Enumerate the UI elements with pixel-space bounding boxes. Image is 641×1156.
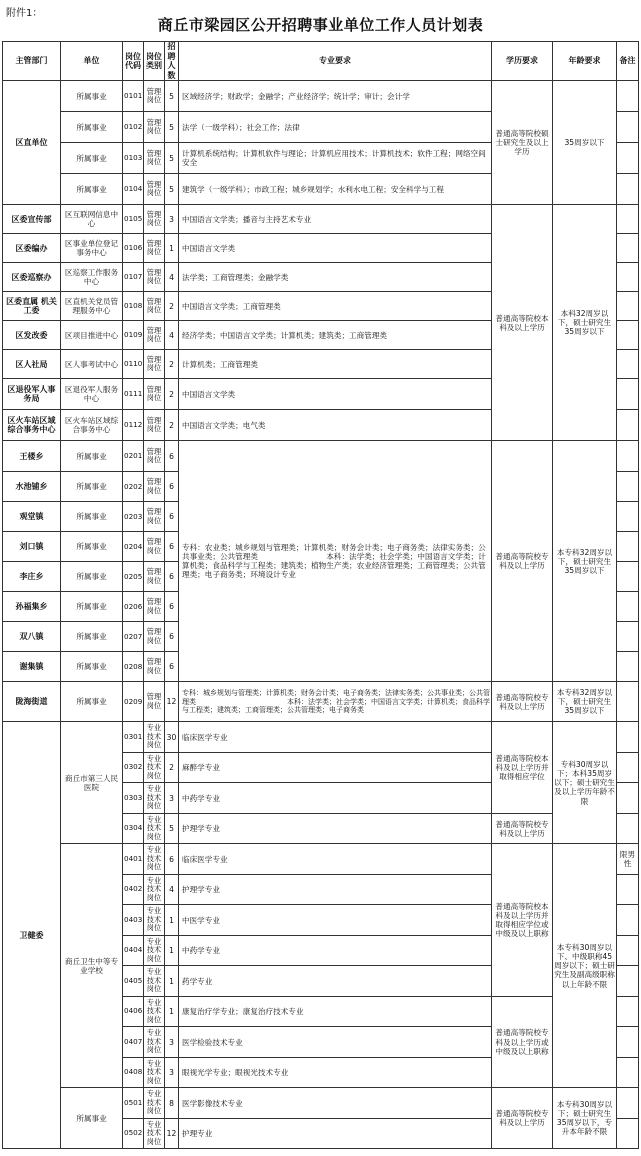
category-cell: 管理岗位 bbox=[144, 112, 165, 143]
annex-label: 附件1： bbox=[6, 8, 43, 19]
header-dept: 主管部门 bbox=[3, 42, 61, 81]
dept-cell: 区直单位 bbox=[3, 81, 61, 205]
major-cell: 中国语言文学类 bbox=[179, 379, 492, 410]
count-cell: 6 bbox=[165, 502, 179, 532]
remark-cell bbox=[617, 1057, 639, 1088]
education-cell: 普通高等院校本科及以上学历并取得相应学位 bbox=[492, 722, 553, 814]
count-cell: 1 bbox=[165, 905, 179, 936]
code-cell: 0207 bbox=[123, 622, 144, 652]
unit-cell: 所属事业 bbox=[61, 112, 123, 143]
count-cell: 3 bbox=[165, 783, 179, 814]
remark-cell bbox=[617, 379, 639, 410]
education-cell: 普通高等院校专科及以上学历 bbox=[492, 682, 553, 722]
count-cell: 2 bbox=[165, 350, 179, 379]
code-cell: 0401 bbox=[123, 844, 144, 875]
table-row bbox=[3, 81, 639, 112]
unit-cell: 所属事业 bbox=[61, 174, 123, 205]
code-cell: 0206 bbox=[123, 592, 144, 622]
remark-cell bbox=[617, 234, 639, 263]
major-cell: 护理专业 bbox=[179, 1118, 492, 1149]
remark-cell bbox=[617, 410, 639, 441]
count-cell: 1 bbox=[165, 996, 179, 1027]
code-cell: 0111 bbox=[123, 379, 144, 410]
category-cell: 专业技术岗位 bbox=[144, 905, 165, 936]
category-cell: 专业技术岗位 bbox=[144, 935, 165, 966]
count-cell: 6 bbox=[165, 622, 179, 652]
category-cell: 管理岗位 bbox=[144, 321, 165, 350]
category-cell: 管理岗位 bbox=[144, 174, 165, 205]
count-cell: 2 bbox=[165, 410, 179, 441]
unit-cell: 所属事业 bbox=[61, 682, 123, 722]
count-cell: 1 bbox=[165, 234, 179, 263]
code-cell: 0403 bbox=[123, 905, 144, 936]
category-cell: 专业技术岗位 bbox=[144, 1057, 165, 1088]
dept-cell: 区委宣传部 bbox=[3, 205, 61, 234]
recruitment-table bbox=[2, 41, 639, 1149]
remark-cell bbox=[617, 321, 639, 350]
header-remark: 备注 bbox=[617, 42, 639, 81]
major-cell: 中药学专业 bbox=[179, 935, 492, 966]
dept-cell: 孙福集乡 bbox=[3, 592, 61, 622]
remark-cell bbox=[617, 174, 639, 205]
code-cell: 0103 bbox=[123, 143, 144, 174]
major-cell: 法学类；工商管理类；金融学类 bbox=[179, 263, 492, 292]
unit-cell: 所属事业 bbox=[61, 622, 123, 652]
education-cell: 普通高等院校硕士研究生及以上学历 bbox=[492, 81, 553, 205]
major-cell: 中国语言文学类 bbox=[179, 234, 492, 263]
major-cell: 中国语言文学类；电气类 bbox=[179, 410, 492, 441]
remark-cell bbox=[617, 813, 639, 844]
code-cell: 0501 bbox=[123, 1088, 144, 1119]
age-cell: 本专科32周岁以下，硕士研究生35周岁以下 bbox=[553, 441, 617, 682]
remark-cell bbox=[617, 441, 639, 472]
remark-cell bbox=[617, 532, 639, 562]
code-cell: 0106 bbox=[123, 234, 144, 263]
remark-cell bbox=[617, 112, 639, 143]
major-cell: 经济学类；中国语言文学类；计算机类；建筑类；工商管理类 bbox=[179, 321, 492, 350]
unit-cell: 所属事业 bbox=[61, 502, 123, 532]
unit-cell: 所属事业 bbox=[61, 532, 123, 562]
header-unit: 单位 bbox=[61, 42, 123, 81]
count-cell: 6 bbox=[165, 652, 179, 682]
unit-cell: 所属事业 bbox=[61, 562, 123, 592]
major-cell: 中国语言文学类；播音与主持艺术专业 bbox=[179, 205, 492, 234]
count-cell: 12 bbox=[165, 682, 179, 722]
dept-cell: 卫健委 bbox=[3, 722, 61, 1149]
unit-cell: 所属事业 bbox=[61, 472, 123, 502]
count-cell: 3 bbox=[165, 1057, 179, 1088]
major-cell: 康复治疗学专业；康复治疗技术专业 bbox=[179, 996, 492, 1027]
code-cell: 0202 bbox=[123, 472, 144, 502]
unit-cell: 区火车站区域综合事务中心 bbox=[61, 410, 123, 441]
age-cell: 35周岁以下 bbox=[553, 81, 617, 205]
count-cell: 2 bbox=[165, 752, 179, 783]
header-count: 招聘人数 bbox=[165, 42, 179, 81]
unit-cell: 区退役军人服务中心 bbox=[61, 379, 123, 410]
unit-cell: 所属事业 bbox=[61, 81, 123, 112]
unit-cell: 区事业单位登记事务中心 bbox=[61, 234, 123, 263]
major-cell: 医学检验技术专业 bbox=[179, 1027, 492, 1058]
major-cell: 护理学专业 bbox=[179, 813, 492, 844]
code-cell: 0408 bbox=[123, 1057, 144, 1088]
count-cell: 6 bbox=[165, 472, 179, 502]
code-cell: 0102 bbox=[123, 112, 144, 143]
major-cell: 眼视光学专业；眼视光技术专业 bbox=[179, 1057, 492, 1088]
category-cell: 管理岗位 bbox=[144, 652, 165, 682]
header-age: 年龄要求 bbox=[553, 42, 617, 81]
count-cell: 12 bbox=[165, 1118, 179, 1149]
category-cell: 管理岗位 bbox=[144, 532, 165, 562]
remark-cell bbox=[617, 874, 639, 905]
code-cell: 0405 bbox=[123, 966, 144, 997]
header-education: 学历要求 bbox=[492, 42, 553, 81]
remark-cell bbox=[617, 81, 639, 112]
dept-cell: 区委巡察办 bbox=[3, 263, 61, 292]
count-cell: 30 bbox=[165, 722, 179, 753]
unit-cell: 所属事业 bbox=[61, 652, 123, 682]
remark-cell bbox=[617, 205, 639, 234]
remark-cell: 限男性 bbox=[617, 844, 639, 875]
unit-cell: 区互联网信息中心 bbox=[61, 205, 123, 234]
unit-cell: 区直机关党员管理服务中心 bbox=[61, 292, 123, 321]
count-cell: 1 bbox=[165, 935, 179, 966]
count-cell: 6 bbox=[165, 562, 179, 592]
count-cell: 6 bbox=[165, 592, 179, 622]
header-category: 岗位类别 bbox=[144, 42, 165, 81]
category-cell: 专业技术岗位 bbox=[144, 1027, 165, 1058]
dept-cell: 王楼乡 bbox=[3, 441, 61, 472]
remark-cell bbox=[617, 1118, 639, 1149]
category-cell: 专业技术岗位 bbox=[144, 1088, 165, 1119]
age-cell: 本专科32周岁以下，硕士研究生35周岁以下 bbox=[553, 682, 617, 722]
code-cell: 0208 bbox=[123, 652, 144, 682]
code-cell: 0209 bbox=[123, 682, 144, 722]
count-cell: 2 bbox=[165, 379, 179, 410]
table-row bbox=[3, 1088, 639, 1119]
remark-cell bbox=[617, 996, 639, 1027]
remark-cell bbox=[617, 935, 639, 966]
code-cell: 0301 bbox=[123, 722, 144, 753]
code-cell: 0101 bbox=[123, 81, 144, 112]
header-row bbox=[3, 42, 639, 81]
category-cell: 管理岗位 bbox=[144, 472, 165, 502]
code-cell: 0404 bbox=[123, 935, 144, 966]
major-cell: 中医学专业 bbox=[179, 905, 492, 936]
table-row bbox=[3, 682, 639, 722]
dept-cell: 水池铺乡 bbox=[3, 472, 61, 502]
code-cell: 0204 bbox=[123, 532, 144, 562]
remark-cell bbox=[617, 652, 639, 682]
code-cell: 0107 bbox=[123, 263, 144, 292]
remark-cell bbox=[617, 682, 639, 722]
count-cell: 5 bbox=[165, 81, 179, 112]
dept-cell: 陇海街道 bbox=[3, 682, 61, 722]
code-cell: 0407 bbox=[123, 1027, 144, 1058]
age-cell: 本专科30周岁以下、中级职称45周岁以下；硕士研究生及副高级职称以上年龄不限 bbox=[553, 844, 617, 1088]
count-cell: 8 bbox=[165, 1088, 179, 1119]
code-cell: 0109 bbox=[123, 321, 144, 350]
unit-cell: 区项目推进中心 bbox=[61, 321, 123, 350]
count-cell: 2 bbox=[165, 292, 179, 321]
code-cell: 0201 bbox=[123, 441, 144, 472]
category-cell: 专业技术岗位 bbox=[144, 813, 165, 844]
category-cell: 管理岗位 bbox=[144, 622, 165, 652]
code-cell: 0302 bbox=[123, 752, 144, 783]
category-cell: 专业技术岗位 bbox=[144, 874, 165, 905]
major-cell: 中药学专业 bbox=[179, 783, 492, 814]
table-row bbox=[3, 722, 639, 753]
major-cell: 医学影像技术专业 bbox=[179, 1088, 492, 1119]
count-cell: 4 bbox=[165, 263, 179, 292]
count-cell: 5 bbox=[165, 174, 179, 205]
dept-cell: 区人社局 bbox=[3, 350, 61, 379]
code-cell: 0203 bbox=[123, 502, 144, 532]
remark-cell bbox=[617, 292, 639, 321]
unit-cell: 所属事业 bbox=[61, 143, 123, 174]
major-cell: 专科：农业类；城乡规划与管理类；计算机类；财务会计类；电子商务类；法律实务类；公共事业类；公共管理类 本科：法学类；社会学类；中国语言文学类；计算机类；食品科学与工程类；建筑类；植物生产类；农业经济管理类；工商管理类；公共管理类；电子商务类；环境设计专业 bbox=[179, 441, 492, 682]
major-cell: 药学专业 bbox=[179, 966, 492, 997]
remark-cell bbox=[617, 263, 639, 292]
dept-cell: 区火车站区域综合事务中心 bbox=[3, 410, 61, 441]
remark-cell bbox=[617, 143, 639, 174]
education-cell: 普通高等院校专科及以上学历 bbox=[492, 813, 553, 844]
major-cell: 临床医学专业 bbox=[179, 844, 492, 875]
remark-cell bbox=[617, 722, 639, 753]
unit-cell: 区人事考试中心 bbox=[61, 350, 123, 379]
count-cell: 5 bbox=[165, 143, 179, 174]
dept-cell: 观堂镇 bbox=[3, 502, 61, 532]
unit-cell: 商丘卫生中等专业学校 bbox=[61, 844, 123, 1088]
remark-cell bbox=[617, 502, 639, 532]
dept-cell: 刘口镇 bbox=[3, 532, 61, 562]
unit-cell: 区巡察工作服务中心 bbox=[61, 263, 123, 292]
major-cell: 临床医学专业 bbox=[179, 722, 492, 753]
category-cell: 专业技术岗位 bbox=[144, 752, 165, 783]
category-cell: 管理岗位 bbox=[144, 682, 165, 722]
category-cell: 管理岗位 bbox=[144, 350, 165, 379]
header-code: 岗位代码 bbox=[123, 42, 144, 81]
major-cell: 计算机类；工商管理类 bbox=[179, 350, 492, 379]
age-cell: 本专科30周岁以下；硕士研究生35周岁以下，专升本年龄不限 bbox=[553, 1088, 617, 1149]
count-cell: 3 bbox=[165, 1027, 179, 1058]
category-cell: 管理岗位 bbox=[144, 205, 165, 234]
remark-cell bbox=[617, 966, 639, 997]
major-cell: 麻醉学专业 bbox=[179, 752, 492, 783]
education-cell: 普通高等院校专科及以上学历 bbox=[492, 441, 553, 682]
code-cell: 0402 bbox=[123, 874, 144, 905]
category-cell: 管理岗位 bbox=[144, 410, 165, 441]
page-title: 商丘市梁园区公开招聘事业单位工作人员计划表 bbox=[157, 16, 484, 34]
major-cell: 法学（一级学科）；社会工作；法律 bbox=[179, 112, 492, 143]
code-cell: 0110 bbox=[123, 350, 144, 379]
remark-cell bbox=[617, 783, 639, 814]
count-cell: 5 bbox=[165, 813, 179, 844]
code-cell: 0406 bbox=[123, 996, 144, 1027]
category-cell: 管理岗位 bbox=[144, 592, 165, 622]
category-cell: 管理岗位 bbox=[144, 81, 165, 112]
category-cell: 管理岗位 bbox=[144, 502, 165, 532]
education-cell: 普通高等院校本科及以上学历 bbox=[492, 205, 553, 441]
category-cell: 管理岗位 bbox=[144, 562, 165, 592]
code-cell: 0303 bbox=[123, 783, 144, 814]
education-cell: 普通高等院校本科及以上学历并取得相应学位或中级及以上职称 bbox=[492, 844, 553, 997]
dept-cell: 双八镇 bbox=[3, 622, 61, 652]
table-row bbox=[3, 441, 639, 472]
major-cell: 专科：城乡规划与管理类；计算机类；财务会计类；电子商务类；法律实务类；公共事业类；公共管理类 本科：法学类；社会学类；中国语言文学类；计算机类；食品科学与工程类；建筑类；工商管理类；公共管理类；电子商务类 bbox=[179, 682, 492, 722]
count-cell: 1 bbox=[165, 966, 179, 997]
dept-cell: 区委编办 bbox=[3, 234, 61, 263]
major-cell: 建筑学（一级学科）；市政工程；城乡规划学；水利水电工程；安全科学与工程 bbox=[179, 174, 492, 205]
unit-cell: 商丘市第三人民医院 bbox=[61, 722, 123, 844]
unit-cell: 所属事业 bbox=[61, 1088, 123, 1149]
category-cell: 专业技术岗位 bbox=[144, 996, 165, 1027]
major-cell: 护理学专业 bbox=[179, 874, 492, 905]
major-cell: 中国语言文学类；工商管理类 bbox=[179, 292, 492, 321]
code-cell: 0502 bbox=[123, 1118, 144, 1149]
category-cell: 专业技术岗位 bbox=[144, 1118, 165, 1149]
code-cell: 0304 bbox=[123, 813, 144, 844]
count-cell: 3 bbox=[165, 205, 179, 234]
table-row bbox=[3, 844, 639, 875]
count-cell: 6 bbox=[165, 532, 179, 562]
count-cell: 5 bbox=[165, 112, 179, 143]
dept-cell: 区发改委 bbox=[3, 321, 61, 350]
remark-cell bbox=[617, 752, 639, 783]
code-cell: 0104 bbox=[123, 174, 144, 205]
remark-cell bbox=[617, 592, 639, 622]
code-cell: 0205 bbox=[123, 562, 144, 592]
education-cell: 普通高等院校专科及以上学历或中级及以上职称 bbox=[492, 996, 553, 1088]
category-cell: 专业技术岗位 bbox=[144, 844, 165, 875]
education-cell: 普通高等院校专科及以上学历 bbox=[492, 1088, 553, 1149]
age-cell: 专科30周岁以下；本科35周岁以下；硕士研究生及以上学历年龄不限 bbox=[553, 722, 617, 844]
category-cell: 管理岗位 bbox=[144, 143, 165, 174]
category-cell: 管理岗位 bbox=[144, 263, 165, 292]
count-cell: 4 bbox=[165, 321, 179, 350]
dept-cell: 区退役军人事务局 bbox=[3, 379, 61, 410]
code-cell: 0108 bbox=[123, 292, 144, 321]
remark-cell bbox=[617, 1088, 639, 1119]
category-cell: 管理岗位 bbox=[144, 379, 165, 410]
count-cell: 4 bbox=[165, 874, 179, 905]
category-cell: 专业技术岗位 bbox=[144, 722, 165, 753]
dept-cell: 李庄乡 bbox=[3, 562, 61, 592]
remark-cell bbox=[617, 622, 639, 652]
table-row bbox=[3, 205, 639, 234]
category-cell: 管理岗位 bbox=[144, 441, 165, 472]
dept-cell: 谢集镇 bbox=[3, 652, 61, 682]
remark-cell bbox=[617, 1027, 639, 1058]
remark-cell bbox=[617, 350, 639, 379]
category-cell: 管理岗位 bbox=[144, 234, 165, 263]
remark-cell bbox=[617, 905, 639, 936]
unit-cell: 所属事业 bbox=[61, 592, 123, 622]
category-cell: 专业技术岗位 bbox=[144, 966, 165, 997]
header-major: 专业要求 bbox=[179, 42, 492, 81]
code-cell: 0105 bbox=[123, 205, 144, 234]
count-cell: 6 bbox=[165, 844, 179, 875]
remark-cell bbox=[617, 472, 639, 502]
count-cell: 6 bbox=[165, 441, 179, 472]
remark-cell bbox=[617, 562, 639, 592]
category-cell: 管理岗位 bbox=[144, 292, 165, 321]
dept-cell: 区委直属 机关工委 bbox=[3, 292, 61, 321]
code-cell: 0112 bbox=[123, 410, 144, 441]
major-cell: 计算机系统结构；计算机软件与理论；计算机应用技术；计算机技术；软件工程；网络空间安全 bbox=[179, 143, 492, 174]
major-cell: 区域经济学；财政学；金融学；产业经济学；统计学；审计；会计学 bbox=[179, 81, 492, 112]
age-cell: 本科32周岁以下，硕士研究生35周岁以下 bbox=[553, 205, 617, 441]
category-cell: 专业技术岗位 bbox=[144, 783, 165, 814]
unit-cell: 所属事业 bbox=[61, 441, 123, 472]
